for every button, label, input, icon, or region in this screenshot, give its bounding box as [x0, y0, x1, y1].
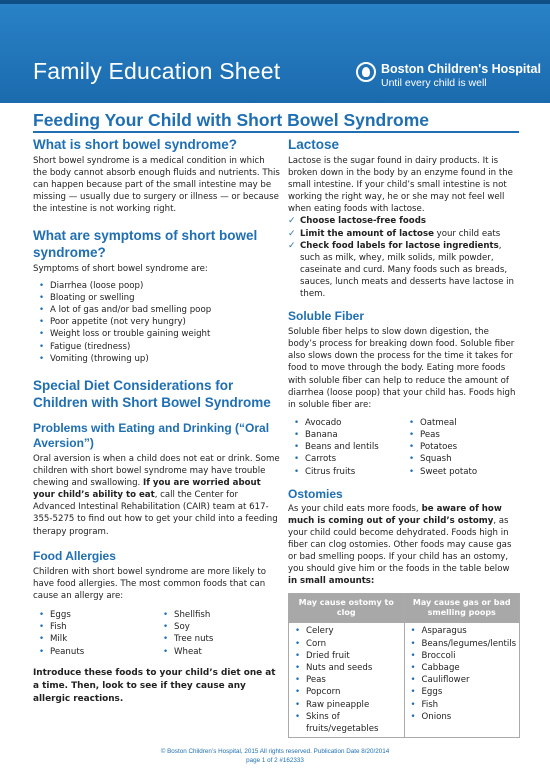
list-item: • Potatoes — [403, 441, 518, 453]
check-icon: ✓ — [288, 228, 296, 239]
check-icon: ✓ — [288, 240, 296, 251]
list-item: • Banana — [288, 429, 403, 441]
hospital-emblem-icon — [356, 62, 376, 82]
banner-title: Family Education Sheet — [33, 58, 281, 84]
ostomies-text-2: , as your child could become dehydrated. Foods high in fiber can clog ostomies. Other foods may cause gas or bad smelling poops. If your child has an ostomy, you should give him or the foods in the table below — [288, 515, 512, 575]
list-item: • Fish — [33, 621, 157, 633]
list-item: • Peas — [403, 429, 518, 441]
list-item: • Citrus fruits — [288, 466, 403, 478]
list-item: • Asparagus — [405, 625, 520, 637]
clog-food-list — [289, 625, 404, 735]
list-item: • Poor appetite (not very hungry) — [33, 316, 281, 328]
list-item: • Wheat — [157, 646, 281, 658]
symptoms-list — [33, 280, 281, 365]
left-column — [33, 136, 281, 706]
fiber-food-list — [288, 417, 518, 478]
heading-ostomies: Ostomies — [288, 486, 343, 501]
list-item: • Sweet potato — [403, 466, 518, 478]
check-item-detail: , such as milk, whey, milk solids, milk powder, caseinate and curd. Many foods such as breads, sauces, lunch meats and desserts have lactose in them. — [300, 240, 514, 300]
list-item: • Fatigue (tiredness) — [33, 341, 281, 353]
oral-aversion-text-1: Oral aversion is when a child does not eat or drink. Some children with short bowel syndrome may have trouble chewing and swallowing. — [33, 453, 280, 489]
ostomy-food-table — [288, 593, 520, 738]
list-item: • Cabbage — [405, 662, 520, 674]
fiber-column-1 — [288, 417, 403, 478]
heading-food-allergies: Food Allergies — [33, 548, 116, 563]
list-item: • Oatmeal — [403, 417, 518, 429]
title-divider — [33, 131, 519, 133]
right-column — [288, 136, 518, 738]
page-number-line: page 1 of 2 #162333 — [246, 757, 304, 764]
hospital-logo — [356, 62, 546, 94]
check-item-label: Check food labels for lactose ingredients — [300, 240, 499, 251]
list-item: • Weight loss or trouble gaining weight — [33, 328, 281, 340]
check-item-label: Limit the amount of lactose — [300, 228, 434, 239]
ostomies-text-1: As your child eats more foods, — [288, 503, 419, 514]
allergen-column-1 — [33, 609, 157, 658]
check-item-lactose-free — [288, 215, 518, 227]
heading-lactose: Lactose — [288, 137, 340, 152]
list-item: • Shellfish — [157, 609, 281, 621]
list-item: • Nuts and seeds — [289, 662, 404, 674]
food-allergies-text: Children with short bowel syndrome are more likely to have food allergies. The most common foods that can cause an allergy are: — [33, 566, 267, 601]
hospital-name: Boston Children's Hospital — [381, 62, 541, 76]
fiber-column-2 — [403, 417, 518, 478]
what-is-sbs-text: Short bowel syndrome is a medical condition in which the body cannot absorb enough fluids and nutrients. This can happen because part of the small intestine may be missing — usually due to surgery or illness — or because the intestine is not working right. — [33, 156, 280, 215]
list-item: • A lot of gas and/or bad smelling poop — [33, 304, 281, 316]
list-item: • Fish — [405, 699, 520, 711]
list-item: • Beans/legumes/lentils — [405, 638, 520, 650]
list-item: • Skins of fruits/vegetables — [289, 711, 404, 735]
gas-food-list — [405, 625, 520, 723]
lactose-checklist — [288, 215, 518, 300]
check-icon: ✓ — [288, 216, 296, 227]
list-item: • Celery — [289, 625, 404, 637]
table-header-clog: May cause ostomy to clog — [289, 594, 405, 623]
symptoms-intro: Symptoms of short bowel syndrome are: — [33, 264, 208, 275]
document-title: Feeding Your Child with Short Bowel Syndrome — [33, 110, 430, 130]
banner-top-stripe — [0, 0, 550, 4]
ostomies-bold-2: in small amounts: — [288, 576, 375, 587]
list-item: • Onions — [405, 711, 520, 723]
list-item: • Peanuts — [33, 646, 157, 658]
ostomies-bold-1: be aware of how much is coming out of your child’s ostomy — [288, 503, 502, 526]
header-banner — [0, 0, 550, 103]
list-item: • Cauliflower — [405, 674, 520, 686]
heading-oral-aversion: Problems with Eating and Drinking (“Oral Aversion”) — [33, 420, 270, 450]
list-item: • Diarrhea (loose poop) — [33, 280, 281, 292]
heading-symptoms: What are symptoms of short bowel syndrome? — [33, 228, 258, 261]
list-item: • Peas — [289, 674, 404, 686]
heading-soluble-fiber: Soluble Fiber — [288, 309, 365, 324]
list-item: • Eggs — [33, 609, 157, 621]
check-item-food-labels — [288, 240, 518, 300]
table-cell-clog-foods — [289, 623, 405, 738]
allergen-instructions: Introduce these foods to your child’s diet one at a time. Then, look to see if they cause any allergic reactions. — [33, 667, 276, 704]
oral-aversion-text — [33, 453, 281, 538]
allergen-list — [33, 609, 281, 658]
hospital-tagline: Until every child is well — [381, 77, 487, 89]
heading-what-is-sbs: What is short bowel syndrome? — [33, 137, 238, 152]
oral-aversion-text-2: , call the Center for Advanced Intestinal Rehabilitation (CAIR) team at 617-355-5275 to find out how to get your child into a feeding therapy program. — [33, 490, 278, 537]
page-footer — [0, 747, 550, 765]
copyright-line: © Boston Children’s Hospital, 2015 All rights reserved. Publication Date 8/20/2014 — [160, 748, 390, 755]
oral-aversion-bold: If you are worried about your child’s ability to eat — [33, 478, 261, 501]
list-item: • Carrots — [288, 453, 403, 465]
list-item: • Avocado — [288, 417, 403, 429]
check-item-label: Choose lactose-free foods — [300, 216, 426, 227]
list-item: • Tree nuts — [157, 633, 281, 645]
list-item: • Soy — [157, 621, 281, 633]
check-item-detail: your child eats — [433, 228, 501, 239]
list-item: • Vomiting (throwing up) — [33, 353, 281, 365]
list-item: • Beans and lentils — [288, 441, 403, 453]
table-cell-gas-foods — [404, 623, 520, 738]
list-item: • Dried fruit — [289, 650, 404, 662]
heading-special-diet: Special Diet Considerations for Children with Short Bowel Syndrome — [33, 377, 271, 410]
list-item: • Raw pineapple — [289, 699, 404, 711]
allergen-column-2 — [157, 609, 281, 658]
ostomies-text — [288, 503, 518, 588]
check-item-limit-lactose — [288, 228, 518, 240]
soluble-fiber-text: Soluble fiber helps to slow down digestion, the body’s process for breaking down food. Soluble fiber also slows down the process for the time it takes for food to move through the body. Eating more foods with soluble fiber can help to reduce the amount of diarrhea (loose poop) that your child has. Foods high in soluble fiber are: — [288, 327, 516, 410]
list-item: • Squash — [403, 453, 518, 465]
list-item: • Milk — [33, 633, 157, 645]
lactose-text: Lactose is the sugar found in dairy products. It is broken down in the body by an enzyme found in the small intestine. If your child’s small intestine is not working the right way, he or she may not feel well when eating foods with lactose. — [288, 156, 513, 215]
list-item: • Bloating or swelling — [33, 292, 281, 304]
list-item: • Corn — [289, 638, 404, 650]
list-item: • Broccoli — [405, 650, 520, 662]
list-item: • Popcorn — [289, 686, 404, 698]
list-item: • Eggs — [405, 686, 520, 698]
table-header-gas: May cause gas or bad smelling poops — [404, 594, 520, 623]
